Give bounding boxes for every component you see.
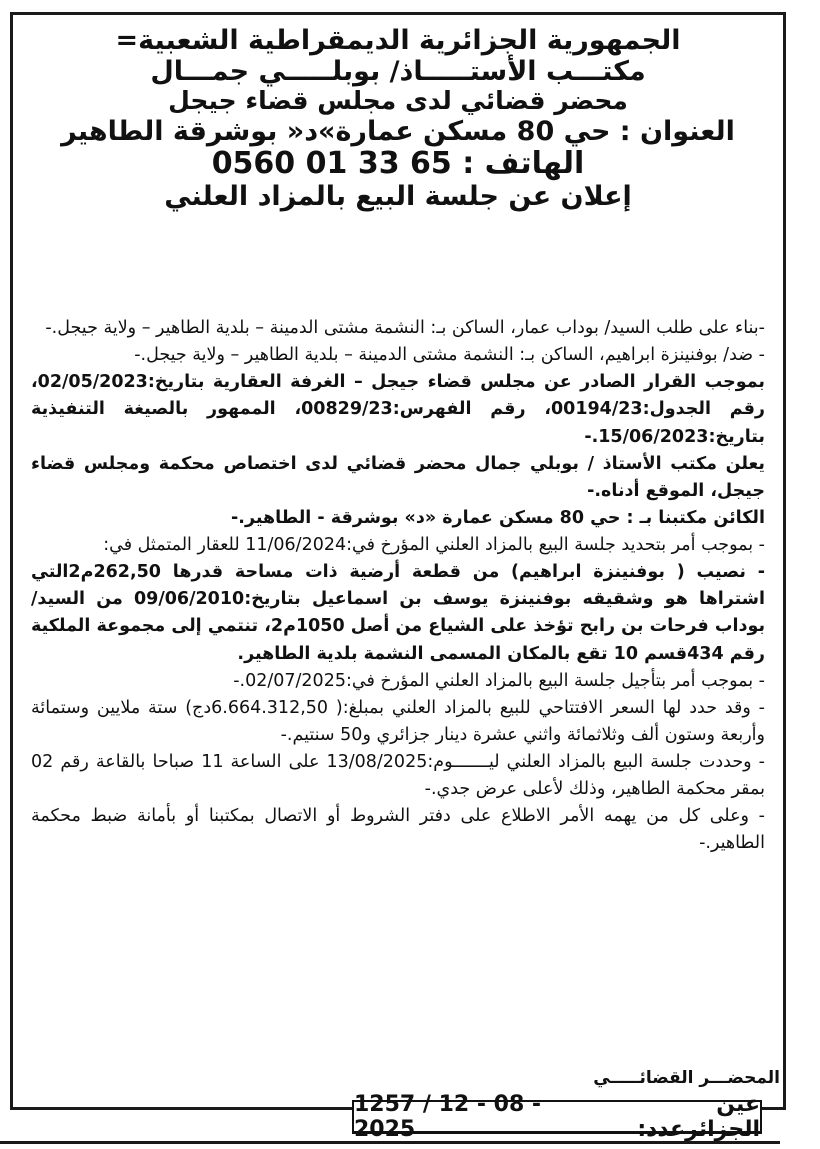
paragraph-defendant: - ضد/ بوفنينزة ابراهيم، الساكن بـ: النشمة مشتى الدمينة – بلدية الطاهير – ولاية جيجل.- [134,345,765,366]
reference-label: عين الجزائرعدد: [637,1091,760,1142]
paragraph-decision: بموجب القرار الصادر عن مجلس قضاء جيجل – الغرفة العقارية بتاريخ:02/05/2023، رقم الجدول:00194/23، رقم الفهرس:00829/23، الممهور بالصيغة التنفيذية بتاريخ:15/06/2023.- [31,372,765,447]
reference-value: 1257 / 12 - 08 - 2025 [354,1091,542,1142]
republic-title: الجمهورية الجزائرية الديمقراطية الشعبية= [115,25,681,56]
paragraph-office-location: الكائن مكتبنا بـ : حي 80 مسكن عمارة «د» بوشرقة - الطاهير.- [231,507,765,528]
office-phone: الهاتف : 65 33 01 0560 [211,145,585,181]
office-name: مكتـــب الأستـــــاذ/ بوبلـــــي جمـــال [150,56,646,88]
bottom-divider [0,1141,780,1144]
paragraph-property: - نصيب ( بوفنينزة ابراهيم) من قطعة أرضية ذات مساحة قدرها 262,50م2التي اشتراها هو وشقيقه بوفنينزة يوسف بن اسماعيل بتاريخ:09/06/2010 من السيد/ بوداب فرحات بن رابح تؤخذ على الشياع من أصل 1050م2، تنتمي إلى مجموعة الملكية رقم 434قسم 10 تقع بالمكان المسمى النشمة بلدية الطاهير. [31,562,766,664]
header [13,15,783,212]
office-address: العنوان : حي 80 مسكن عمارة»د« بوشرقة الطاهير [61,115,735,147]
paragraph-opening-price: - وقد حدد لها السعر الافتتاحي للبيع بالمزاد العلني بمبلغ:( 6.664.312,50دج) ستة ملايين وستمائة وأربعة وستون ألف وثلاثمائة واثني عشرة دينار جزائري و50 سنتيم.- [31,697,765,745]
signature-label: المحضـــر القضائـــــي [593,1068,780,1088]
paragraph-postponement: - بموجب أمر بتأجيل جلسة البيع بالمزاد العلني المؤرخ في:02/07/2025.- [233,670,765,691]
paragraph-office-announcement: يعلن مكتب الأستاذ / بوبلي جمال محضر قضائي لدى اختصاص محكمة ومجلس قضاء جيجل، الموقع أدناه.- [31,453,765,501]
paragraph-contact: - وعلى كل من يهمه الأمر الاطلاع على دفتر الشروط أو الاتصال بمكتبنا أو بأمانة ضبط محكمة الطاهير.- [31,806,765,854]
paragraph-requester: -بناء على طلب السيد/ بوداب عمار، الساكن بـ: النشمة مشتى الدمينة – بلدية الطاهير – ولاية جيجل.- [45,318,765,338]
bailiff-title: محضر قضائي لدى مجلس قضاء جيجل [168,86,628,116]
reference-box [352,1091,762,1142]
paragraph-sale-order: - بموجب أمر بتحديد جلسة البيع بالمزاد العلني المؤرخ في:11/06/2024 للعقار المتمثل في: [103,535,765,555]
paragraph-session-date: - وحددت جلسة البيع بالمزاد العلني ليـــــــوم:13/08/2025 على الساعة 11 صباحا بالقاعة رقم 02 بمقر محكمة الطاهير، وذلك لأعلى عرض جدي.- [31,752,765,800]
announcement-body [31,315,765,858]
announcement-title: إعلان عن جلسة البيع بالمزاد العلني [164,181,632,213]
announcement-frame [10,12,786,1110]
